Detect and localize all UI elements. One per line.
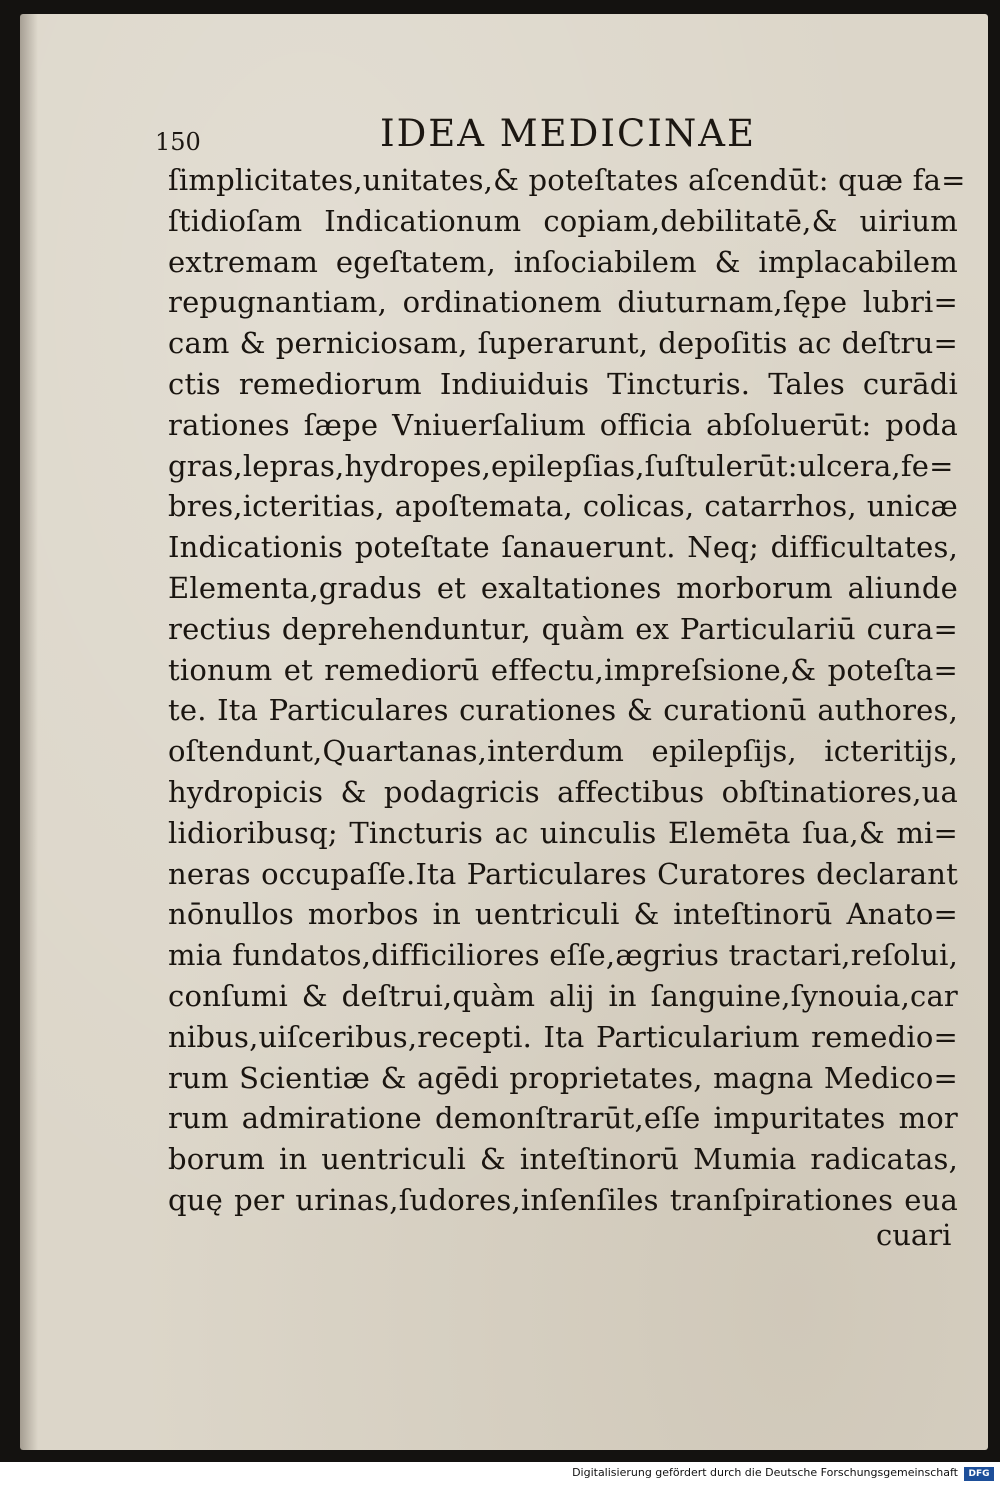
text-line: Indicationis poteſtate ſanauerunt. Neq; difficultates, bbox=[168, 530, 958, 565]
text-line: rectius deprehenduntur, quàm ex Particulariū cura= bbox=[168, 611, 958, 646]
text-line: rum admiratione demonſtrarūt,eſſe impuritates mor bbox=[168, 1101, 958, 1136]
page-number: 150 bbox=[155, 128, 201, 156]
text-line: ſtidioſam Indicationum copiam,debilitatē,& uirium bbox=[168, 203, 958, 238]
running-head: IDEA MEDICINAE bbox=[380, 112, 756, 155]
page-gutter-shadow bbox=[20, 14, 38, 1450]
catchword: cuari bbox=[876, 1218, 952, 1252]
text-line: tionum et remediorū effectu,impreſsione,& poteſta= bbox=[168, 652, 958, 687]
text-line: oſtendunt,Quartanas,interdum epilepſijs, icteritijs, bbox=[168, 734, 958, 769]
text-line: nōnullos morbos in uentriculi & inteſtinorū Anato= bbox=[168, 897, 958, 932]
text-line: ſimplicitates,unitates,& poteſtates aſcendūt: quæ fa= bbox=[168, 163, 966, 197]
funding-credit: Digitalisierung gefördert durch die Deutsche Forschungsgemeinschaft bbox=[572, 1466, 958, 1479]
text-line: rum Scientiæ & agēdi proprietates, magna Medico= bbox=[168, 1060, 958, 1095]
text-line: repugnantiam, ordinationem diuturnam,ſępe lubri= bbox=[168, 285, 958, 320]
text-line: extremam egeſtatem, inſociabilem & implacabilem bbox=[168, 244, 958, 279]
text-line: bres,icteritias, apoſtemata, colicas, catarrhos, unicæ bbox=[168, 489, 958, 524]
text-line: nibus,uiſceribus,recepti. Ita Particularium remedio= bbox=[168, 1019, 958, 1054]
text-line: cam & perniciosam, ſuperarunt, depoſitis ac deſtru= bbox=[168, 326, 958, 361]
text-line: hydropicis & podagricis affectibus obſtinatiores,ua bbox=[168, 774, 958, 809]
text-line: lidioribusq; Tincturis ac uinculis Elemēta ſua,& mi= bbox=[168, 815, 958, 850]
text-line: borum in uentriculi & inteſtinorū Mumia radicatas, bbox=[168, 1142, 958, 1177]
text-line: conſumi & deſtrui,quàm alij in ſanguine,ſynouia,car bbox=[168, 978, 958, 1013]
text-line: mia fundatos,difficiliores eſſe,ægrius tractari,reſolui, bbox=[168, 938, 958, 973]
text-line: rationes ſæpe Vniuerſalium officia abſoluerūt: poda bbox=[168, 407, 958, 442]
text-line: te. Ita Particulares curationes & curationū authores, bbox=[168, 693, 958, 728]
text-line: ctis remediorum Indiuiduis Tincturis. Tales curādi bbox=[168, 366, 958, 401]
text-line: neras occupaſſe.Ita Particulares Curatores declarant bbox=[168, 856, 958, 891]
text-line: gras,lepras,hydropes,epilepſias,ſuſtulerūt:ulcera,fe= bbox=[168, 448, 954, 483]
body-text bbox=[168, 160, 966, 1221]
footer-bar bbox=[0, 1462, 1000, 1490]
text-line: quę per urinas,ſudores,inſenſiles tranſpirationes eua bbox=[168, 1182, 958, 1217]
text-line: Elementa,gradus et exaltationes morborum aliunde bbox=[168, 570, 958, 605]
dfg-logo: DFG bbox=[964, 1467, 994, 1481]
